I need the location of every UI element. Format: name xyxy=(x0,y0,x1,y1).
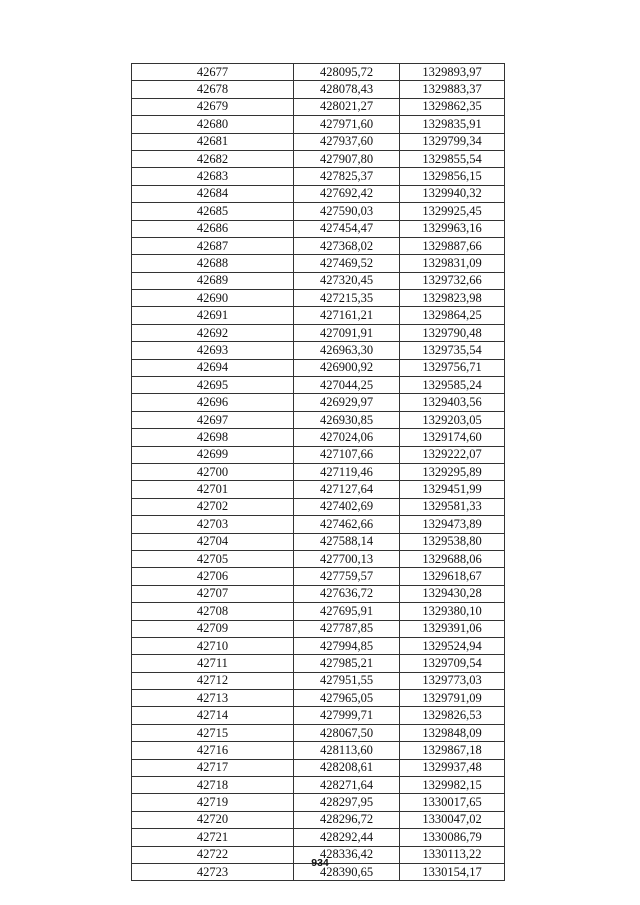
point-number-cell: 42702 xyxy=(132,498,294,515)
x-coordinate-cell: 428296,72 xyxy=(294,811,400,828)
point-number-cell: 42700 xyxy=(132,463,294,480)
table-row xyxy=(132,237,505,254)
x-coordinate-cell: 427825,37 xyxy=(294,168,400,185)
y-coordinate-cell: 1329940,32 xyxy=(400,185,505,202)
y-coordinate-cell: 1329963,16 xyxy=(400,220,505,237)
point-number-cell: 42706 xyxy=(132,568,294,585)
y-coordinate-cell: 1329791,09 xyxy=(400,690,505,707)
point-number-cell: 42719 xyxy=(132,794,294,811)
table-row xyxy=(132,829,505,846)
point-number-cell: 42713 xyxy=(132,690,294,707)
x-coordinate-cell: 427320,45 xyxy=(294,272,400,289)
table-row xyxy=(132,724,505,741)
y-coordinate-cell: 1329982,15 xyxy=(400,777,505,794)
point-number-cell: 42722 xyxy=(132,846,294,863)
point-number-cell: 42696 xyxy=(132,394,294,411)
table-row xyxy=(132,620,505,637)
point-number-cell: 42703 xyxy=(132,516,294,533)
point-number-cell: 42682 xyxy=(132,150,294,167)
point-number-cell: 42718 xyxy=(132,777,294,794)
y-coordinate-cell: 1329688,06 xyxy=(400,550,505,567)
x-coordinate-cell: 427907,80 xyxy=(294,150,400,167)
table-row xyxy=(132,98,505,115)
table-row xyxy=(132,255,505,272)
x-coordinate-cell: 427119,46 xyxy=(294,463,400,480)
y-coordinate-cell: 1330113,22 xyxy=(400,846,505,863)
x-coordinate-cell: 428021,27 xyxy=(294,98,400,115)
y-coordinate-cell: 1329380,10 xyxy=(400,603,505,620)
table-row xyxy=(132,150,505,167)
point-number-cell: 42685 xyxy=(132,203,294,220)
table-row xyxy=(132,777,505,794)
point-number-cell: 42723 xyxy=(132,863,294,880)
y-coordinate-cell: 1329756,71 xyxy=(400,359,505,376)
table-row xyxy=(132,133,505,150)
y-coordinate-cell: 1329848,09 xyxy=(400,724,505,741)
y-coordinate-cell: 1329856,15 xyxy=(400,168,505,185)
point-number-cell: 42691 xyxy=(132,307,294,324)
table-row xyxy=(132,690,505,707)
table-row xyxy=(132,394,505,411)
y-coordinate-cell: 1330047,02 xyxy=(400,811,505,828)
x-coordinate-cell: 427700,13 xyxy=(294,550,400,567)
y-coordinate-cell: 1329867,18 xyxy=(400,742,505,759)
point-number-cell: 42699 xyxy=(132,446,294,463)
y-coordinate-cell: 1329826,53 xyxy=(400,707,505,724)
table-row xyxy=(132,516,505,533)
point-number-cell: 42701 xyxy=(132,481,294,498)
point-number-cell: 42714 xyxy=(132,707,294,724)
point-number-cell: 42705 xyxy=(132,550,294,567)
point-number-cell: 42716 xyxy=(132,742,294,759)
point-number-cell: 42693 xyxy=(132,342,294,359)
table-row xyxy=(132,498,505,515)
table-row xyxy=(132,64,505,81)
x-coordinate-cell: 428297,95 xyxy=(294,794,400,811)
point-number-cell: 42694 xyxy=(132,359,294,376)
table-row xyxy=(132,603,505,620)
point-number-cell: 42683 xyxy=(132,168,294,185)
x-coordinate-cell: 428078,43 xyxy=(294,81,400,98)
point-number-cell: 42681 xyxy=(132,133,294,150)
page-number: 934 xyxy=(311,857,329,869)
point-number-cell: 42720 xyxy=(132,811,294,828)
x-coordinate-cell: 427469,52 xyxy=(294,255,400,272)
x-coordinate-cell: 427937,60 xyxy=(294,133,400,150)
y-coordinate-cell: 1330086,79 xyxy=(400,829,505,846)
x-coordinate-cell: 428113,60 xyxy=(294,742,400,759)
point-number-cell: 42704 xyxy=(132,533,294,550)
y-coordinate-cell: 1329222,07 xyxy=(400,446,505,463)
x-coordinate-cell: 428271,64 xyxy=(294,777,400,794)
point-number-cell: 42715 xyxy=(132,724,294,741)
point-number-cell: 42689 xyxy=(132,272,294,289)
point-number-cell: 42710 xyxy=(132,637,294,654)
x-coordinate-cell: 427951,55 xyxy=(294,672,400,689)
x-coordinate-cell: 427636,72 xyxy=(294,585,400,602)
point-number-cell: 42721 xyxy=(132,829,294,846)
table-row xyxy=(132,742,505,759)
table-row xyxy=(132,811,505,828)
point-number-cell: 42687 xyxy=(132,237,294,254)
point-number-cell: 42712 xyxy=(132,672,294,689)
y-coordinate-cell: 1329835,91 xyxy=(400,116,505,133)
table-row xyxy=(132,272,505,289)
point-number-cell: 42688 xyxy=(132,255,294,272)
x-coordinate-cell: 427454,47 xyxy=(294,220,400,237)
table-row xyxy=(132,377,505,394)
table-row xyxy=(132,168,505,185)
x-coordinate-cell: 428208,61 xyxy=(294,759,400,776)
table-row xyxy=(132,81,505,98)
x-coordinate-cell: 427971,60 xyxy=(294,116,400,133)
x-coordinate-cell: 427759,57 xyxy=(294,568,400,585)
table-row xyxy=(132,429,505,446)
point-number-cell: 42678 xyxy=(132,81,294,98)
x-coordinate-cell: 426929,97 xyxy=(294,394,400,411)
y-coordinate-cell: 1329585,24 xyxy=(400,377,505,394)
y-coordinate-cell: 1329451,99 xyxy=(400,481,505,498)
table-row xyxy=(132,585,505,602)
point-number-cell: 42686 xyxy=(132,220,294,237)
y-coordinate-cell: 1329618,67 xyxy=(400,568,505,585)
y-coordinate-cell: 1329799,34 xyxy=(400,133,505,150)
y-coordinate-cell: 1330017,65 xyxy=(400,794,505,811)
point-number-cell: 42695 xyxy=(132,377,294,394)
y-coordinate-cell: 1329203,05 xyxy=(400,411,505,428)
x-coordinate-cell: 426900,92 xyxy=(294,359,400,376)
table-row xyxy=(132,637,505,654)
x-coordinate-cell: 428095,72 xyxy=(294,64,400,81)
table-row xyxy=(132,220,505,237)
x-coordinate-cell: 427091,91 xyxy=(294,324,400,341)
point-number-cell: 42697 xyxy=(132,411,294,428)
table-row xyxy=(132,481,505,498)
x-coordinate-cell: 427695,91 xyxy=(294,603,400,620)
x-coordinate-cell: 427127,64 xyxy=(294,481,400,498)
y-coordinate-cell: 1330154,17 xyxy=(400,863,505,880)
x-coordinate-cell: 427692,42 xyxy=(294,185,400,202)
y-coordinate-cell: 1329473,89 xyxy=(400,516,505,533)
table-row xyxy=(132,533,505,550)
x-coordinate-cell: 427107,66 xyxy=(294,446,400,463)
y-coordinate-cell: 1329883,37 xyxy=(400,81,505,98)
x-coordinate-cell: 427368,02 xyxy=(294,237,400,254)
x-coordinate-cell: 428067,50 xyxy=(294,724,400,741)
y-coordinate-cell: 1329855,54 xyxy=(400,150,505,167)
point-number-cell: 42711 xyxy=(132,655,294,672)
x-coordinate-cell: 427590,03 xyxy=(294,203,400,220)
y-coordinate-cell: 1329174,60 xyxy=(400,429,505,446)
x-coordinate-cell: 427787,85 xyxy=(294,620,400,637)
y-coordinate-cell: 1329538,80 xyxy=(400,533,505,550)
point-number-cell: 42717 xyxy=(132,759,294,776)
y-coordinate-cell: 1329790,48 xyxy=(400,324,505,341)
x-coordinate-cell: 426930,85 xyxy=(294,411,400,428)
x-coordinate-cell: 427985,21 xyxy=(294,655,400,672)
y-coordinate-cell: 1329864,25 xyxy=(400,307,505,324)
point-number-cell: 42692 xyxy=(132,324,294,341)
table-row xyxy=(132,707,505,724)
y-coordinate-cell: 1329925,45 xyxy=(400,203,505,220)
y-coordinate-cell: 1329524,94 xyxy=(400,637,505,654)
table-row xyxy=(132,411,505,428)
x-coordinate-cell: 427161,21 xyxy=(294,307,400,324)
x-coordinate-cell: 427588,14 xyxy=(294,533,400,550)
table-row xyxy=(132,550,505,567)
y-coordinate-cell: 1329295,89 xyxy=(400,463,505,480)
point-number-cell: 42679 xyxy=(132,98,294,115)
x-coordinate-cell: 427994,85 xyxy=(294,637,400,654)
coordinates-table xyxy=(131,63,505,881)
y-coordinate-cell: 1329937,48 xyxy=(400,759,505,776)
x-coordinate-cell: 427044,25 xyxy=(294,377,400,394)
point-number-cell: 42708 xyxy=(132,603,294,620)
table-row xyxy=(132,759,505,776)
y-coordinate-cell: 1329735,54 xyxy=(400,342,505,359)
x-coordinate-cell: 427462,66 xyxy=(294,516,400,533)
y-coordinate-cell: 1329403,56 xyxy=(400,394,505,411)
x-coordinate-cell: 427965,05 xyxy=(294,690,400,707)
table-row xyxy=(132,307,505,324)
table-row xyxy=(132,568,505,585)
x-coordinate-cell: 426963,30 xyxy=(294,342,400,359)
table-row xyxy=(132,794,505,811)
x-coordinate-cell: 427999,71 xyxy=(294,707,400,724)
y-coordinate-cell: 1329862,35 xyxy=(400,98,505,115)
point-number-cell: 42698 xyxy=(132,429,294,446)
point-number-cell: 42680 xyxy=(132,116,294,133)
table-row xyxy=(132,446,505,463)
table-row xyxy=(132,359,505,376)
x-coordinate-cell: 428336,42 xyxy=(294,846,400,863)
table-row xyxy=(132,203,505,220)
y-coordinate-cell: 1329773,03 xyxy=(400,672,505,689)
x-coordinate-cell: 427024,06 xyxy=(294,429,400,446)
y-coordinate-cell: 1329581,33 xyxy=(400,498,505,515)
x-coordinate-cell: 428390,65 xyxy=(294,863,400,880)
y-coordinate-cell: 1329831,09 xyxy=(400,255,505,272)
y-coordinate-cell: 1329430,28 xyxy=(400,585,505,602)
coordinates-table-body xyxy=(132,64,505,881)
y-coordinate-cell: 1329823,98 xyxy=(400,290,505,307)
point-number-cell: 42684 xyxy=(132,185,294,202)
x-coordinate-cell: 427215,35 xyxy=(294,290,400,307)
point-number-cell: 42707 xyxy=(132,585,294,602)
point-number-cell: 42677 xyxy=(132,64,294,81)
point-number-cell: 42709 xyxy=(132,620,294,637)
y-coordinate-cell: 1329732,66 xyxy=(400,272,505,289)
table-row xyxy=(132,655,505,672)
table-row xyxy=(132,463,505,480)
x-coordinate-cell: 427402,69 xyxy=(294,498,400,515)
table-row xyxy=(132,672,505,689)
y-coordinate-cell: 1329709,54 xyxy=(400,655,505,672)
y-coordinate-cell: 1329893,97 xyxy=(400,64,505,81)
y-coordinate-cell: 1329887,66 xyxy=(400,237,505,254)
x-coordinate-cell: 428292,44 xyxy=(294,829,400,846)
table-row xyxy=(132,185,505,202)
point-number-cell: 42690 xyxy=(132,290,294,307)
table-row xyxy=(132,116,505,133)
table-row xyxy=(132,290,505,307)
y-coordinate-cell: 1329391,06 xyxy=(400,620,505,637)
table-row xyxy=(132,342,505,359)
table-row xyxy=(132,324,505,341)
